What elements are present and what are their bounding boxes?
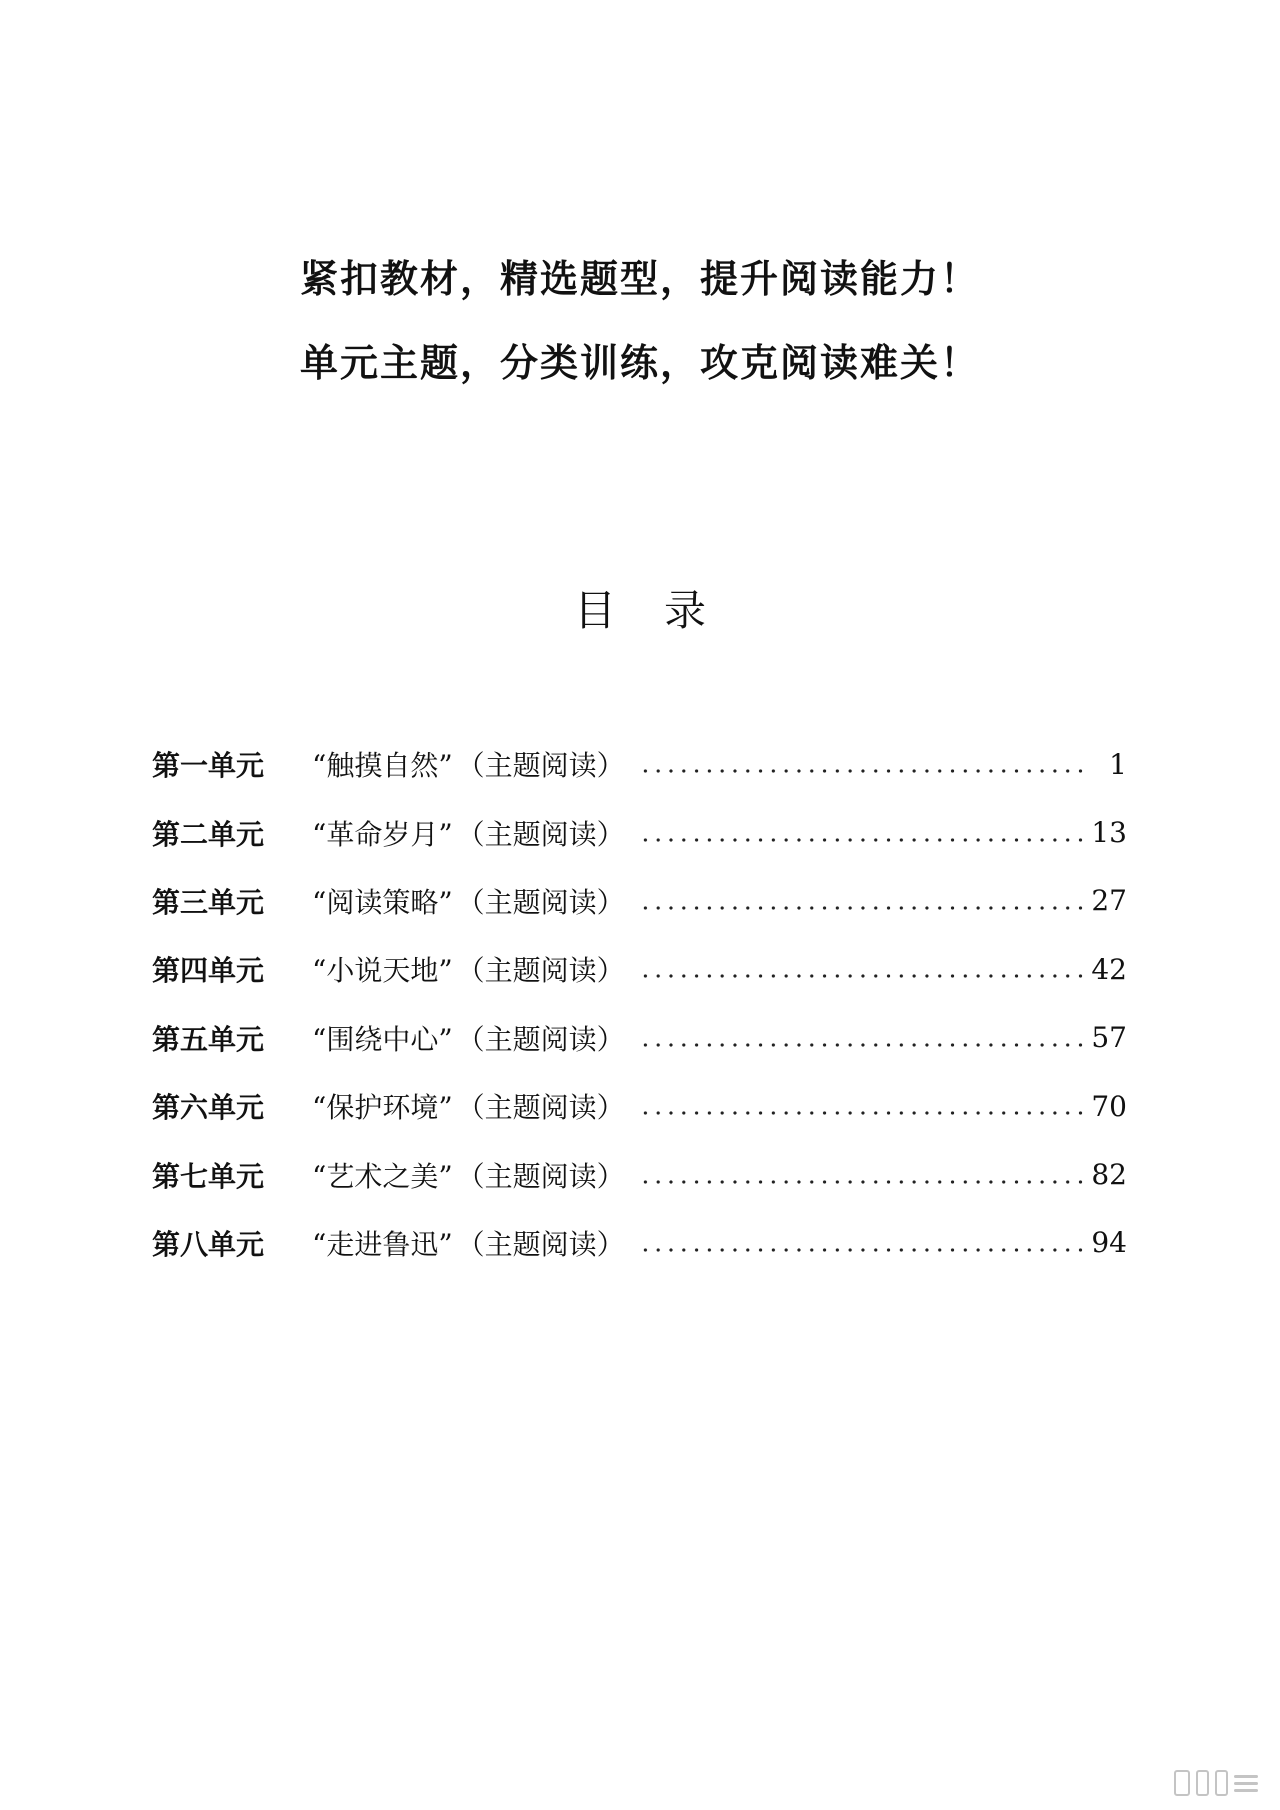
toc-unit: 第四单元 [152, 954, 265, 988]
toc-page-number: 13 [1091, 816, 1127, 850]
dot-leader [639, 1043, 1086, 1047]
dot-leader [639, 974, 1086, 978]
dot-leader [639, 838, 1086, 842]
toc-list [152, 730, 1127, 1277]
toc-page-number: 57 [1091, 1021, 1127, 1055]
toc-title: 目录 [573, 586, 754, 635]
toc-entry[interactable] [152, 730, 1127, 798]
toc-theme: “围绕中心” [312, 1022, 453, 1056]
toc-unit: 第二单元 [152, 817, 265, 851]
toc-entry[interactable] [152, 1140, 1127, 1208]
toc-unit: 第七单元 [152, 1159, 265, 1193]
toc-theme: “革命岁月” [312, 817, 453, 851]
toc-page-number: 27 [1091, 884, 1127, 918]
toc-theme: “保护环境” [312, 1091, 453, 1125]
dot-leader [639, 1248, 1086, 1252]
toc-tag: （主题阅读） [456, 954, 625, 988]
toc-unit: 第三单元 [152, 885, 265, 919]
slogan-line-2: 单元主题，分类训练，攻克阅读难关！ [299, 341, 980, 385]
toc-tag: （主题阅读） [456, 1159, 625, 1193]
toc-theme: “触摸自然” [312, 749, 453, 783]
watermark-bar-icon [1215, 1770, 1228, 1796]
toc-tag: （主题阅读） [456, 885, 625, 919]
toc-entry[interactable] [152, 1072, 1127, 1140]
toc-entry[interactable] [152, 1004, 1127, 1072]
toc-tag: （主题阅读） [456, 1022, 625, 1056]
watermark-bar-icon [1196, 1770, 1209, 1796]
toc-theme: “艺术之美” [312, 1159, 453, 1193]
toc-theme: “阅读策略” [312, 885, 453, 919]
toc-tag: （主题阅读） [456, 1091, 625, 1125]
toc-entry[interactable] [152, 798, 1127, 866]
dot-leader [639, 1111, 1086, 1115]
toc-page-number: 70 [1091, 1089, 1127, 1123]
toc-page-number: 82 [1091, 1158, 1127, 1192]
toc-entry[interactable] [152, 935, 1127, 1003]
toc-unit: 第六单元 [152, 1091, 265, 1125]
dot-leader [639, 1180, 1086, 1184]
toc-tag: （主题阅读） [456, 1227, 625, 1261]
watermark-bar-icon [1174, 1770, 1190, 1796]
dot-leader [639, 906, 1086, 910]
toc-tag: （主题阅读） [456, 817, 625, 851]
toc-unit: 第五单元 [152, 1022, 265, 1056]
toc-page-number: 94 [1091, 1226, 1127, 1260]
toc-theme: “走进鲁迅” [312, 1227, 453, 1261]
watermark-lines-icon [1234, 1775, 1258, 1792]
toc-unit: 第一单元 [152, 749, 265, 783]
dot-leader [639, 769, 1087, 773]
app-watermark-icon [1174, 1770, 1258, 1796]
toc-tag: （主题阅读） [456, 749, 625, 783]
toc-entry[interactable] [152, 867, 1127, 935]
toc-page-number: 42 [1091, 952, 1127, 986]
slogan-line-1: 紧扣教材，精选题型，提升阅读能力！ [299, 257, 980, 301]
toc-theme: “小说天地” [312, 954, 453, 988]
toc-entry[interactable] [152, 1209, 1127, 1277]
toc-unit: 第八单元 [152, 1227, 265, 1261]
toc-page-number: 1 [1109, 747, 1127, 781]
